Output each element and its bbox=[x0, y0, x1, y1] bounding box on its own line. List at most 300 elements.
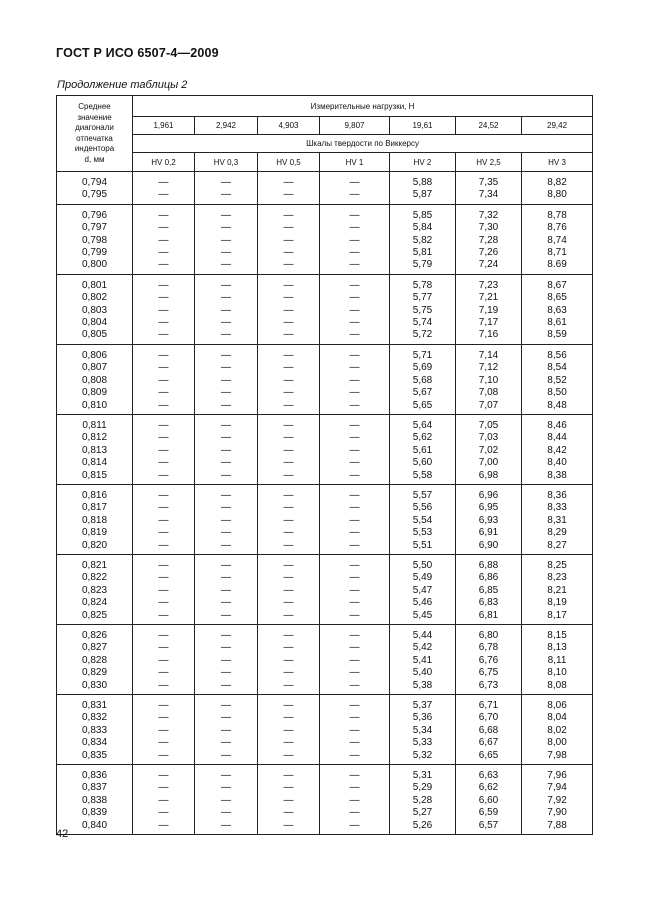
dash-cell: — bbox=[133, 329, 195, 344]
dash-cell: — bbox=[195, 515, 258, 527]
hv2-5-cell: 7,12 bbox=[456, 362, 522, 374]
dash-cell: — bbox=[320, 172, 390, 190]
diagonal-cell: 0,810 bbox=[57, 400, 133, 415]
table-row bbox=[57, 247, 593, 259]
row-group bbox=[57, 172, 593, 205]
dash-cell: — bbox=[195, 274, 258, 292]
hv2-cell: 5,75 bbox=[390, 305, 456, 317]
dash-cell: — bbox=[320, 667, 390, 679]
diagonal-cell: 0,806 bbox=[57, 344, 133, 362]
dash-cell: — bbox=[320, 329, 390, 344]
hv2-cell: 5,46 bbox=[390, 597, 456, 609]
hv2-cell: 5,81 bbox=[390, 247, 456, 259]
dash-cell: — bbox=[133, 725, 195, 737]
dash-cell: — bbox=[195, 247, 258, 259]
dash-cell: — bbox=[133, 597, 195, 609]
dash-cell: — bbox=[195, 680, 258, 695]
diagonal-cell: 0,831 bbox=[57, 695, 133, 713]
hv3-cell: 8,29 bbox=[522, 527, 593, 539]
hv2-5-cell: 7,10 bbox=[456, 375, 522, 387]
hv2-5-cell: 6,65 bbox=[456, 750, 522, 765]
diagonal-cell: 0,840 bbox=[57, 820, 133, 835]
dash-cell: — bbox=[320, 750, 390, 765]
document-header: ГОСТ Р ИСО 6507-4—2009 bbox=[56, 46, 219, 60]
hv3-cell: 8,52 bbox=[522, 375, 593, 387]
dash-cell: — bbox=[320, 400, 390, 415]
diagonal-cell: 0,807 bbox=[57, 362, 133, 374]
dash-cell: — bbox=[133, 189, 195, 204]
dash-cell: — bbox=[320, 457, 390, 469]
dash-cell: — bbox=[320, 515, 390, 527]
dash-cell: — bbox=[133, 259, 195, 274]
hv3-cell: 8,17 bbox=[522, 610, 593, 625]
hv2-cell: 5,49 bbox=[390, 572, 456, 584]
diagonal-cell: 0,825 bbox=[57, 610, 133, 625]
dash-cell: — bbox=[133, 527, 195, 539]
hv2-cell: 5,38 bbox=[390, 680, 456, 695]
hv2-5-cell: 6,83 bbox=[456, 597, 522, 609]
hv2-cell: 5,65 bbox=[390, 400, 456, 415]
diagonal-cell: 0,820 bbox=[57, 540, 133, 555]
table-row bbox=[57, 527, 593, 539]
dash-cell: — bbox=[195, 667, 258, 679]
table-row bbox=[57, 725, 593, 737]
hv3-cell: 8,27 bbox=[522, 540, 593, 555]
dash-cell: — bbox=[195, 484, 258, 502]
hv2-cell: 5,67 bbox=[390, 387, 456, 399]
row-group bbox=[57, 625, 593, 695]
diagonal-cell: 0,808 bbox=[57, 375, 133, 387]
dash-cell: — bbox=[195, 259, 258, 274]
dash-cell: — bbox=[258, 502, 320, 514]
dash-cell: — bbox=[133, 400, 195, 415]
load-value: 9,807 bbox=[320, 117, 390, 135]
dash-cell: — bbox=[320, 782, 390, 794]
hv2-5-cell: 7,08 bbox=[456, 387, 522, 399]
hv2-cell: 5,33 bbox=[390, 737, 456, 749]
hv2-cell: 5,68 bbox=[390, 375, 456, 387]
hv3-cell: 8,78 bbox=[522, 204, 593, 222]
dash-cell: — bbox=[258, 457, 320, 469]
hv2-5-cell: 7,26 bbox=[456, 247, 522, 259]
dash-cell: — bbox=[133, 782, 195, 794]
diagonal-cell: 0,826 bbox=[57, 625, 133, 643]
hv2-5-cell: 6,78 bbox=[456, 642, 522, 654]
hv3-cell: 8,80 bbox=[522, 189, 593, 204]
dash-cell: — bbox=[195, 189, 258, 204]
hv2-cell: 5,57 bbox=[390, 484, 456, 502]
diagonal-cell: 0,799 bbox=[57, 247, 133, 259]
dash-cell: — bbox=[320, 610, 390, 625]
table-row bbox=[57, 515, 593, 527]
diagonal-cell: 0,822 bbox=[57, 572, 133, 584]
dash-cell: — bbox=[133, 585, 195, 597]
dash-cell: — bbox=[258, 695, 320, 713]
hv2-cell: 5,78 bbox=[390, 274, 456, 292]
hardness-table bbox=[56, 95, 593, 835]
dash-cell: — bbox=[320, 317, 390, 329]
hv2-5-cell: 7,07 bbox=[456, 400, 522, 415]
dash-cell: — bbox=[258, 484, 320, 502]
hv3-cell: 8,42 bbox=[522, 445, 593, 457]
dash-cell: — bbox=[133, 204, 195, 222]
hv3-cell: 8,48 bbox=[522, 400, 593, 415]
hv2-5-cell: 6,59 bbox=[456, 807, 522, 819]
dash-cell: — bbox=[133, 274, 195, 292]
table-row bbox=[57, 610, 593, 625]
dash-cell: — bbox=[258, 572, 320, 584]
table-row bbox=[57, 400, 593, 415]
hv3-cell: 8,40 bbox=[522, 457, 593, 469]
hv2-cell: 5,64 bbox=[390, 414, 456, 432]
dash-cell: — bbox=[195, 820, 258, 835]
table-row bbox=[57, 782, 593, 794]
hv3-cell: 8,46 bbox=[522, 414, 593, 432]
dash-cell: — bbox=[258, 527, 320, 539]
hv2-cell: 5,71 bbox=[390, 344, 456, 362]
load-value: 1,961 bbox=[133, 117, 195, 135]
table-row bbox=[57, 172, 593, 190]
dash-cell: — bbox=[320, 222, 390, 234]
hv3-cell: 8,06 bbox=[522, 695, 593, 713]
dash-cell: — bbox=[133, 765, 195, 783]
hv2-5-cell: 7,32 bbox=[456, 204, 522, 222]
scale-label: HV 2 bbox=[390, 153, 456, 172]
hv3-cell: 7,88 bbox=[522, 820, 593, 835]
row-group bbox=[57, 695, 593, 765]
hv3-cell: 7,90 bbox=[522, 807, 593, 819]
dash-cell: — bbox=[133, 247, 195, 259]
dash-cell: — bbox=[258, 172, 320, 190]
dash-cell: — bbox=[195, 795, 258, 807]
dash-cell: — bbox=[133, 610, 195, 625]
dash-cell: — bbox=[258, 375, 320, 387]
table-row bbox=[57, 795, 593, 807]
diagonal-cell: 0,813 bbox=[57, 445, 133, 457]
dash-cell: — bbox=[195, 610, 258, 625]
dash-cell: — bbox=[320, 695, 390, 713]
dash-cell: — bbox=[133, 305, 195, 317]
hv2-5-cell: 6,73 bbox=[456, 680, 522, 695]
hv2-cell: 5,50 bbox=[390, 554, 456, 572]
dash-cell: — bbox=[133, 667, 195, 679]
table-row bbox=[57, 470, 593, 485]
dash-cell: — bbox=[133, 445, 195, 457]
dash-cell: — bbox=[195, 204, 258, 222]
table-row bbox=[57, 695, 593, 713]
dash-cell: — bbox=[195, 655, 258, 667]
hv2-cell: 5,69 bbox=[390, 362, 456, 374]
table-row bbox=[57, 625, 593, 643]
hv2-cell: 5,44 bbox=[390, 625, 456, 643]
dash-cell: — bbox=[133, 737, 195, 749]
hv2-5-cell: 6,90 bbox=[456, 540, 522, 555]
dash-cell: — bbox=[195, 432, 258, 444]
scale-label: HV 3 bbox=[522, 153, 593, 172]
dash-cell: — bbox=[195, 344, 258, 362]
diagonal-cell: 0,798 bbox=[57, 235, 133, 247]
table-row bbox=[57, 680, 593, 695]
dash-cell: — bbox=[320, 414, 390, 432]
dash-cell: — bbox=[320, 597, 390, 609]
dash-cell: — bbox=[258, 642, 320, 654]
table-row bbox=[57, 502, 593, 514]
row-group bbox=[57, 765, 593, 835]
hv2-5-cell: 7,00 bbox=[456, 457, 522, 469]
dash-cell: — bbox=[320, 484, 390, 502]
dash-cell: — bbox=[133, 344, 195, 362]
row-group bbox=[57, 274, 593, 344]
dash-cell: — bbox=[133, 795, 195, 807]
hv3-cell: 8,04 bbox=[522, 712, 593, 724]
hv3-cell: 8,08 bbox=[522, 680, 593, 695]
dash-cell: — bbox=[195, 329, 258, 344]
scales-title: Шкалы твердости по Виккерсу bbox=[133, 135, 593, 153]
dash-cell: — bbox=[195, 414, 258, 432]
diagonal-cell: 0,829 bbox=[57, 667, 133, 679]
dash-cell: — bbox=[195, 554, 258, 572]
dash-cell: — bbox=[195, 625, 258, 643]
diagonal-cell: 0,795 bbox=[57, 189, 133, 204]
table-row bbox=[57, 329, 593, 344]
dash-cell: — bbox=[320, 502, 390, 514]
hv2-5-cell: 7,17 bbox=[456, 317, 522, 329]
hv2-5-cell: 6,62 bbox=[456, 782, 522, 794]
diagonal-cell: 0,809 bbox=[57, 387, 133, 399]
dash-cell: — bbox=[133, 807, 195, 819]
hv3-cell: 8,33 bbox=[522, 502, 593, 514]
hv2-cell: 5,62 bbox=[390, 432, 456, 444]
dash-cell: — bbox=[133, 820, 195, 835]
dash-cell: — bbox=[195, 375, 258, 387]
hv3-cell: 8,25 bbox=[522, 554, 593, 572]
diag-header-line: значение bbox=[77, 112, 112, 122]
dash-cell: — bbox=[258, 222, 320, 234]
diagonal-cell: 0,828 bbox=[57, 655, 133, 667]
dash-cell: — bbox=[258, 445, 320, 457]
diagonal-cell: 0,823 bbox=[57, 585, 133, 597]
table-row bbox=[57, 222, 593, 234]
hv2-5-cell: 7,05 bbox=[456, 414, 522, 432]
dash-cell: — bbox=[320, 235, 390, 247]
dash-cell: — bbox=[320, 362, 390, 374]
dash-cell: — bbox=[258, 259, 320, 274]
hv2-5-cell: 7,19 bbox=[456, 305, 522, 317]
dash-cell: — bbox=[195, 572, 258, 584]
dash-cell: — bbox=[320, 820, 390, 835]
dash-cell: — bbox=[258, 189, 320, 204]
table-row bbox=[57, 820, 593, 835]
row-group bbox=[57, 344, 593, 414]
hv2-5-cell: 7,28 bbox=[456, 235, 522, 247]
hv3-cell: 8,23 bbox=[522, 572, 593, 584]
hv2-5-cell: 6,67 bbox=[456, 737, 522, 749]
dash-cell: — bbox=[320, 712, 390, 724]
diagonal-cell: 0,803 bbox=[57, 305, 133, 317]
dash-cell: — bbox=[133, 655, 195, 667]
table-row bbox=[57, 414, 593, 432]
dash-cell: — bbox=[258, 515, 320, 527]
hv2-5-cell: 7,02 bbox=[456, 445, 522, 457]
scale-label: HV 0,3 bbox=[195, 153, 258, 172]
dash-cell: — bbox=[133, 432, 195, 444]
dash-cell: — bbox=[320, 527, 390, 539]
page-number: 42 bbox=[56, 828, 69, 840]
diagonal-cell: 0,796 bbox=[57, 204, 133, 222]
diagonal-cell: 0,816 bbox=[57, 484, 133, 502]
dash-cell: — bbox=[258, 292, 320, 304]
diagonal-cell: 0,834 bbox=[57, 737, 133, 749]
dash-cell: — bbox=[320, 540, 390, 555]
hv2-5-cell: 6,88 bbox=[456, 554, 522, 572]
dash-cell: — bbox=[133, 387, 195, 399]
diagonal-cell: 0,797 bbox=[57, 222, 133, 234]
dash-cell: — bbox=[133, 484, 195, 502]
table-row bbox=[57, 712, 593, 724]
hv3-cell: 8,36 bbox=[522, 484, 593, 502]
hv3-cell: 8,56 bbox=[522, 344, 593, 362]
hv3-cell: 8,31 bbox=[522, 515, 593, 527]
diagonal-cell: 0,836 bbox=[57, 765, 133, 783]
hv2-cell: 5,34 bbox=[390, 725, 456, 737]
dash-cell: — bbox=[258, 432, 320, 444]
hv2-cell: 5,26 bbox=[390, 820, 456, 835]
hv3-cell: 8,13 bbox=[522, 642, 593, 654]
table-row bbox=[57, 204, 593, 222]
diagonal-cell: 0,837 bbox=[57, 782, 133, 794]
dash-cell: — bbox=[195, 502, 258, 514]
hv2-cell: 5,56 bbox=[390, 502, 456, 514]
dash-cell: — bbox=[258, 317, 320, 329]
hv2-cell: 5,28 bbox=[390, 795, 456, 807]
hv3-cell: 7,98 bbox=[522, 750, 593, 765]
hv2-cell: 5,36 bbox=[390, 712, 456, 724]
dash-cell: — bbox=[195, 235, 258, 247]
hv3-cell: 8,82 bbox=[522, 172, 593, 190]
hv2-cell: 5,88 bbox=[390, 172, 456, 190]
dash-cell: — bbox=[258, 625, 320, 643]
hv2-cell: 5,32 bbox=[390, 750, 456, 765]
dash-cell: — bbox=[133, 172, 195, 190]
hv2-cell: 5,42 bbox=[390, 642, 456, 654]
table-row bbox=[57, 317, 593, 329]
diagonal-cell: 0,804 bbox=[57, 317, 133, 329]
dash-cell: — bbox=[258, 680, 320, 695]
dash-cell: — bbox=[133, 695, 195, 713]
dash-cell: — bbox=[195, 712, 258, 724]
dash-cell: — bbox=[133, 375, 195, 387]
hv2-cell: 5,87 bbox=[390, 189, 456, 204]
hv3-cell: 7,96 bbox=[522, 765, 593, 783]
load-value: 19,61 bbox=[390, 117, 456, 135]
diagonal-cell: 0,815 bbox=[57, 470, 133, 485]
dash-cell: — bbox=[133, 750, 195, 765]
dash-cell: — bbox=[133, 235, 195, 247]
dash-cell: — bbox=[320, 470, 390, 485]
dash-cell: — bbox=[320, 387, 390, 399]
hv2-5-cell: 6,80 bbox=[456, 625, 522, 643]
dash-cell: — bbox=[195, 597, 258, 609]
dash-cell: — bbox=[133, 222, 195, 234]
diag-header-line: отпечатка bbox=[76, 133, 113, 143]
dash-cell: — bbox=[133, 470, 195, 485]
dash-cell: — bbox=[320, 247, 390, 259]
diagonal-cell: 0,814 bbox=[57, 457, 133, 469]
dash-cell: — bbox=[195, 445, 258, 457]
diag-header-line: d, мм bbox=[84, 154, 105, 164]
hv2-cell: 5,79 bbox=[390, 259, 456, 274]
table-row bbox=[57, 765, 593, 783]
dash-cell: — bbox=[195, 387, 258, 399]
dash-cell: — bbox=[258, 712, 320, 724]
dash-cell: — bbox=[258, 725, 320, 737]
hv2-5-cell: 6,76 bbox=[456, 655, 522, 667]
dash-cell: — bbox=[133, 362, 195, 374]
dash-cell: — bbox=[258, 362, 320, 374]
dash-cell: — bbox=[258, 737, 320, 749]
dash-cell: — bbox=[195, 362, 258, 374]
dash-cell: — bbox=[258, 655, 320, 667]
diagonal-column-header bbox=[57, 96, 133, 172]
dash-cell: — bbox=[320, 625, 390, 643]
dash-cell: — bbox=[258, 807, 320, 819]
dash-cell: — bbox=[258, 667, 320, 679]
dash-cell: — bbox=[258, 540, 320, 555]
table-header bbox=[57, 96, 593, 172]
table-row bbox=[57, 259, 593, 274]
dash-cell: — bbox=[258, 274, 320, 292]
hv2-cell: 5,51 bbox=[390, 540, 456, 555]
dash-cell: — bbox=[258, 400, 320, 415]
diagonal-cell: 0,827 bbox=[57, 642, 133, 654]
hv2-5-cell: 6,75 bbox=[456, 667, 522, 679]
dash-cell: — bbox=[258, 554, 320, 572]
diagonal-cell: 0,794 bbox=[57, 172, 133, 190]
diagonal-cell: 0,833 bbox=[57, 725, 133, 737]
load-value: 2,942 bbox=[195, 117, 258, 135]
dash-cell: — bbox=[320, 680, 390, 695]
hv3-cell: 8,54 bbox=[522, 362, 593, 374]
row-group bbox=[57, 414, 593, 484]
hv2-5-cell: 6,96 bbox=[456, 484, 522, 502]
table-row bbox=[57, 235, 593, 247]
hv2-cell: 5,74 bbox=[390, 317, 456, 329]
hv2-5-cell: 6,86 bbox=[456, 572, 522, 584]
dash-cell: — bbox=[133, 572, 195, 584]
diagonal-cell: 0,832 bbox=[57, 712, 133, 724]
dash-cell: — bbox=[195, 540, 258, 555]
hv2-cell: 5,45 bbox=[390, 610, 456, 625]
table-row bbox=[57, 642, 593, 654]
hv2-cell: 5,53 bbox=[390, 527, 456, 539]
hv2-cell: 5,41 bbox=[390, 655, 456, 667]
dash-cell: — bbox=[195, 457, 258, 469]
table-row bbox=[57, 375, 593, 387]
table-row bbox=[57, 667, 593, 679]
dash-cell: — bbox=[258, 820, 320, 835]
dash-cell: — bbox=[258, 610, 320, 625]
dash-cell: — bbox=[258, 344, 320, 362]
dash-cell: — bbox=[195, 292, 258, 304]
diagonal-cell: 0,830 bbox=[57, 680, 133, 695]
dash-cell: — bbox=[320, 375, 390, 387]
hv2-cell: 5,58 bbox=[390, 470, 456, 485]
loads-title: Измерительные нагрузки, Н bbox=[133, 96, 593, 117]
hv2-5-cell: 6,91 bbox=[456, 527, 522, 539]
dash-cell: — bbox=[195, 400, 258, 415]
diagonal-cell: 0,802 bbox=[57, 292, 133, 304]
dash-cell: — bbox=[320, 554, 390, 572]
